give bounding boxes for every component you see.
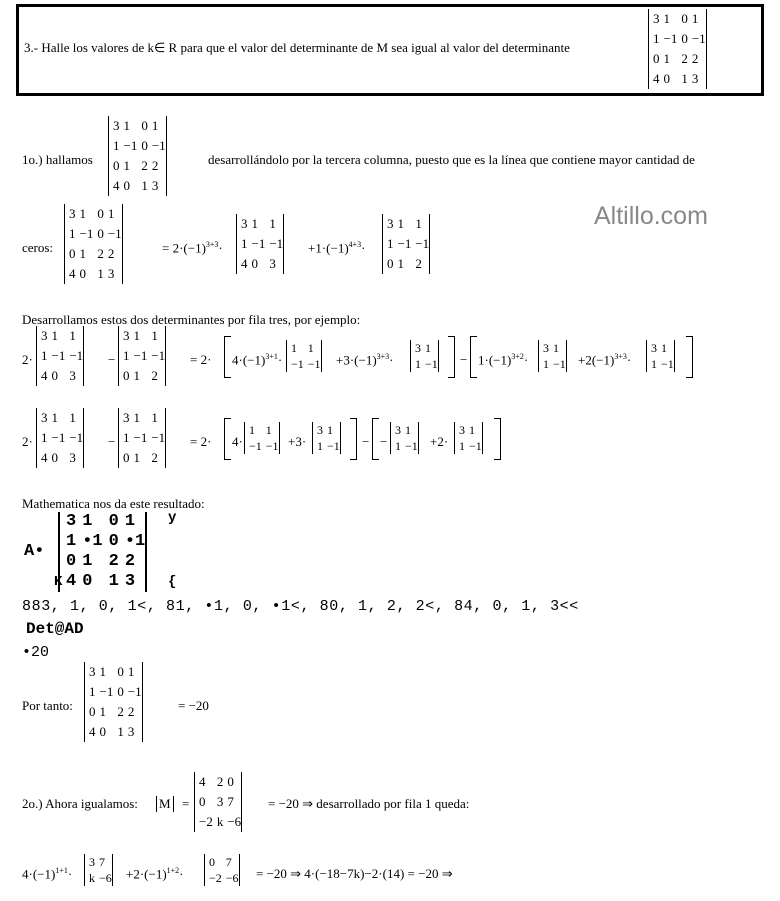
matrix-cell: 1 [117,724,124,739]
matrix-cell: 7 [225,855,232,869]
matrix-cell: 1 [397,216,404,231]
matrix-cell: −1 [69,430,84,445]
matrix-cell: 1 [395,439,401,453]
matrix-cell: 1 [291,341,297,355]
matrix-cell: 1 [133,450,140,465]
minor-b [382,214,430,274]
matrix-cell: 0 [66,552,77,571]
matrix-cell: −2 [209,871,222,885]
dev-line2-minor-a [36,408,84,468]
matrix-cell: 0 [199,794,206,809]
matrix-cell: 1 [327,423,333,437]
matrix-cell: −1 [553,357,566,371]
matrix-cell: −1 [469,439,482,453]
dev-text: Desarrollamos estos dos determinantes por fila tres, por ejemplo: [22,312,361,327]
matrix-cell: 1 [387,236,394,251]
matrix-cell: 3 [651,341,657,355]
matrix-cell: 3 [241,216,248,231]
matrix-cell: 0 [97,206,104,221]
matrix-cell: −2 [199,814,213,829]
matrix-cell: 3 [89,855,95,869]
dev-line1-m22 [646,340,675,372]
matrix-cell: 1 [79,246,86,261]
matrix-cell: −1 [51,348,66,363]
matrix-cell: 1 [41,348,48,363]
matrix-cell: 1 [469,423,475,437]
matrix-cell: 3 [127,724,135,739]
bracket-open [224,418,231,460]
matrix-cell: 1 [82,552,93,571]
matrix-cell: 1 [251,216,258,231]
dev-line2-minus: − [108,434,116,449]
matrix-cell: •1 [124,532,146,551]
matrix-cell: 1 [99,664,106,679]
matrix-cell: 4 [69,266,76,281]
final-t2: $+2\cdot(-1)^{1+2}\cdot$ [126,866,184,882]
matrix-cell: 3 [216,794,224,809]
matrix-cell: −1 [291,357,304,371]
matrix-cell: 1 [133,410,140,425]
matrix-cell: 3 [41,328,48,343]
final-t1: $4\cdot(-1)^{1+1}\cdot$ [22,866,73,882]
matrix-cell: 3 [123,410,130,425]
matrix-cell: k [89,871,95,885]
matrix-cell: 0 [89,704,96,719]
matrix-cell: 0 [113,158,120,173]
bracket-close [494,418,501,460]
matrix-cell: −1 [107,226,122,241]
conclusion-prefix: Por tanto: [22,698,73,713]
matrix-cell: −1 [415,236,430,251]
matrix-cell: 4 [41,450,48,465]
mathematica-mark-bottom: { [168,574,177,590]
final-m2 [204,854,240,886]
matrix-cell: 0 [681,11,688,26]
matrix-cell: −1 [691,31,706,46]
matrix-cell: −1 [151,348,166,363]
matrix-cell: 0 [51,368,58,383]
matrix-cell: 0 [99,724,106,739]
matrix-cell: 1 [405,423,411,437]
matrix-cell: 0 [117,664,124,679]
matrix-cell: 3 [151,178,159,193]
dev-line1-t2: $+3\cdot(-1)^{3+3}\cdot$ [336,352,394,368]
matrix-cell: •1 [82,532,103,551]
matrix-cell: 0 [663,71,670,86]
matrix-cell: 0 [108,532,119,551]
matrix-cell: −6 [225,871,239,885]
mathematica-mark-top: y [168,510,177,526]
matrix-cell: 2 [216,774,224,789]
matrix-cell: 3 [107,266,115,281]
matrix-cell: −1 [99,684,114,699]
matrix-cell: k [216,814,224,829]
dev-line1-m21 [538,340,567,372]
matrix-cell: 1 [127,664,135,679]
matrix-cell: 0 [123,450,130,465]
final-result: = −20 ⇒ 4·(−18−7k)−2·(14) = −20 ⇒ [256,866,453,881]
matrix-cell: −1 [327,439,340,453]
matrix-cell: 1 [553,341,559,355]
matrix-cell: 3 [69,450,76,465]
matrix-cell: 1 [151,118,159,133]
ceros-label: ceros: [22,240,54,255]
bracket-open [372,418,379,460]
matrix-cell: 1 [51,410,58,425]
matrix-cell: 2 [151,158,159,173]
matrix-cell: −1 [51,430,66,445]
dev-line1-m11 [286,340,322,372]
matrix-cell: 0 [117,684,124,699]
dev-line2-m12 [312,422,341,454]
matrix-cell: 1 [415,357,421,371]
matrix-cell: 0 [387,256,394,271]
matrix-cell: 2 [151,368,158,383]
matrix-cell: 0 [251,256,258,271]
dev-line1-minus: − [108,352,116,367]
matrix-cell: 1 [89,684,96,699]
matrix-cell: −6 [227,814,242,829]
expansion-term-2: $+1\cdot(-1)^{4+3}\cdot$ [308,240,366,256]
bracket-close [686,336,693,378]
matrix-cell: 1 [97,266,104,281]
matrix-cell: −1 [151,430,166,445]
matrix-cell: 1 [307,341,314,355]
matrix-cell: 3 [415,341,421,355]
matrix-cell: 1 [151,410,158,425]
matrix-cell: 3 [123,328,130,343]
matrix-cell: 3 [395,423,401,437]
matrix-cell: 1 [543,357,549,371]
matrix-cell: 4 [113,178,120,193]
matrix-cell: 2 [108,552,119,571]
matrix-cell: 1 [459,439,465,453]
dev-line2-between: − [362,434,370,449]
matrix-cell: −1 [249,439,262,453]
matrix-cell: −1 [127,684,142,699]
dev-line2-lead: 2· [22,434,33,449]
matrix-cell: 0 [653,51,660,66]
matrix-cell: 3 [113,118,120,133]
expansion-term-1: = $2\cdot(-1)^{3+3}\cdot$ [162,240,223,256]
matrix-cell: 3 [387,216,394,231]
mathematica-det-result: •20 [22,644,50,661]
matrix-cell: 3 [653,11,660,26]
step1-prefix: 1o.) hallamos [22,152,93,167]
matrix-cell: 1 [123,158,130,173]
matrix-cell: −1 [123,138,138,153]
matrix-cell: 7 [227,794,234,809]
dev-line2-m22 [454,422,483,454]
matrix-cell: 4 [653,71,660,86]
matrix-cell: 7 [99,855,105,869]
matrix-cell: 1 [69,226,76,241]
matrix-cell: −1 [397,236,412,251]
matrix-cell: 2 [681,51,688,66]
matrix-cell: −1 [663,31,678,46]
matrix-cell: 2 [117,704,124,719]
matrix-cell: 2 [124,552,136,571]
dev-line2-minor-b [118,408,166,468]
matrix-cell: 3 [69,206,76,221]
matrix-cell: −1 [151,138,166,153]
mathematica-output-list: 883, 1, 0, 1<, 81, •1, 0, •1<, 80, 1, 2, 2<, 84, 0, 1, 3<< [22,598,579,615]
matrix-cell: −1 [69,348,84,363]
matrix-cell: 0 [123,368,130,383]
matrix-cell: 1 [269,216,276,231]
matrix-cell: 0 [141,138,148,153]
matrix-cell: −1 [79,226,94,241]
matrix-cell: 1 [51,328,58,343]
dev-line1-lead: 2· [22,352,33,367]
dev-line2-t3: − [380,434,388,449]
matrix-cell: 1 [107,206,115,221]
mathematica-input-prefix: A• [24,542,45,561]
matrix-cell: 4 [241,256,248,271]
matrix-cell: 3 [69,368,76,383]
matrix-cell: 3 [41,410,48,425]
dev-line2-t2: +3· [288,434,307,449]
dev-line1-m12 [410,340,439,372]
matrix-cell: 3 [459,423,465,437]
matrix-cell: 1 [317,439,323,453]
step2-eq: = [182,796,190,811]
matrix-cell: 1 [663,51,670,66]
matrix-cell: 1 [124,512,136,531]
ceros-matrix [64,204,123,284]
step2-result: = −20 ⇒ desarrollado por fila 1 queda: [268,796,470,811]
matrix-cell: 4 [199,774,206,789]
matrix-cell: −6 [99,871,112,885]
matrix-cell: 4 [41,368,48,383]
matrix-cell: 0 [681,31,688,46]
matrix-cell: 1 [691,11,699,26]
matrix-cell: 1 [661,341,667,355]
matrix-cell: 0 [108,512,119,531]
dev-line2-m21 [390,422,419,454]
mathematica-det-cmd: Det@AD [26,620,84,638]
matrix-cell: 2 [107,246,115,261]
matrix-cell: 0 [79,266,86,281]
mathematica-text: Mathematica nos da este resultado: [22,496,205,511]
matrix-cell: 3 [124,572,136,591]
step1-matrix [108,116,167,196]
matrix-cell: 0 [69,246,76,261]
matrix-cell: 0 [141,118,148,133]
matrix-cell: 1 [123,118,130,133]
matrix-cell: 1 [69,410,76,425]
dev-line2-t1: 4· [232,434,243,449]
matrix-cell: 1 [241,236,248,251]
matrix-cell: 2 [141,158,148,173]
matrix-cell: −1 [307,357,321,371]
dev-line1-t4: $+2(-1)^{3+3}\cdot$ [578,352,632,368]
matrix-cell: 1 [133,368,140,383]
bracket-close [350,418,357,460]
matrix-cell: 1 [69,328,76,343]
matrix-cell: 4 [66,572,77,591]
matrix-cell: 0 [97,226,104,241]
minor-a [236,214,284,274]
mathematica-mark-left: K [54,574,63,590]
dev-line1-between: − [460,352,468,367]
dev-line1-t3: $1\cdot(-1)^{3+2}\cdot$ [478,352,529,368]
matrix-cell: 1 [99,704,106,719]
matrix-cell: 1 [133,328,140,343]
matrix-cell: 1 [653,31,660,46]
matrix-cell: 3 [317,423,323,437]
step2-prefix: 2o.) Ahora igualamos: [22,796,138,811]
bracket-open [470,336,477,378]
matrix-cell: 2 [127,704,135,719]
matrix-cell: 4 [89,724,96,739]
bracket-open [224,336,231,378]
matrix-cell: 3 [543,341,549,355]
matrix-cell: 1 [108,572,119,591]
matrix-cell: −1 [251,236,266,251]
matrix-cell: 2 [415,256,422,271]
matrix-cell: 0 [209,855,215,869]
matrix-cell: 3 [691,71,699,86]
matrix-cell: 1 [113,138,120,153]
matrix-cell: 2 [691,51,699,66]
matrix-cell: 0 [82,572,93,591]
matrix-cell: 1 [123,348,130,363]
dev-line2-t4: +2· [430,434,449,449]
matrix-cell: −1 [405,439,418,453]
matrix-cell: −1 [661,357,674,371]
matrix-cell: −1 [133,430,148,445]
matrix-cell: 2 [151,450,158,465]
matrix-cell: 0 [227,774,234,789]
matrix-cell: 1 [397,256,404,271]
matrix-cell: 1 [151,328,158,343]
matrix-cell: 1 [123,430,130,445]
matrix-cell: 1 [415,216,422,231]
step1-suffix: desarrollándolo por la tercera columna, puesto que es la línea que contiene mayor cantidad de [208,152,695,167]
matrix-cell: 1 [425,341,431,355]
problem-text: 3.- Halle los valores de k∈ R para que el valor del determinante de M sea igual al valor del determinante [24,40,570,55]
matrix-cell: 1 [265,423,272,437]
matrix-cell: 3 [269,256,276,271]
dev-line1-minor-a [36,326,84,386]
matrix-cell: 1 [681,71,688,86]
matrix-cell: 1 [663,11,670,26]
problem-matrix [648,9,707,89]
matrix-cell: 1 [41,430,48,445]
matrix-cell: −1 [265,439,279,453]
matrix-cell: 1 [79,206,86,221]
matrix-cell: 0 [123,178,130,193]
dev-line1-t1: $4\cdot(-1)^{3+1}\cdot$ [232,352,283,368]
mathematica-matrix [58,512,147,592]
matrix-cell: 1 [249,423,255,437]
matrix-cell: −1 [425,357,438,371]
bracket-close [448,336,455,378]
conclusion-matrix [84,662,143,742]
final-m1 [84,854,113,886]
step2-matrix [194,772,242,832]
watermark-logo: Altillo.com [594,202,708,230]
matrix-cell: 1 [651,357,657,371]
matrix-cell: 3 [66,512,77,531]
dev-line1-minor-b [118,326,166,386]
matrix-cell: 2 [97,246,104,261]
matrix-cell: 1 [66,532,77,551]
matrix-cell: 0 [51,450,58,465]
matrix-cell: 1 [82,512,93,531]
step2-m-label: M [156,796,174,812]
matrix-cell: 3 [89,664,96,679]
matrix-cell: −1 [269,236,284,251]
matrix-cell: −1 [133,348,148,363]
dev-line2-m11 [244,422,280,454]
matrix-cell: 1 [141,178,148,193]
dev-line1-eq: = 2· [190,352,212,367]
dev-line2-eq: = 2· [190,434,212,449]
conclusion-result: = −20 [178,698,209,713]
